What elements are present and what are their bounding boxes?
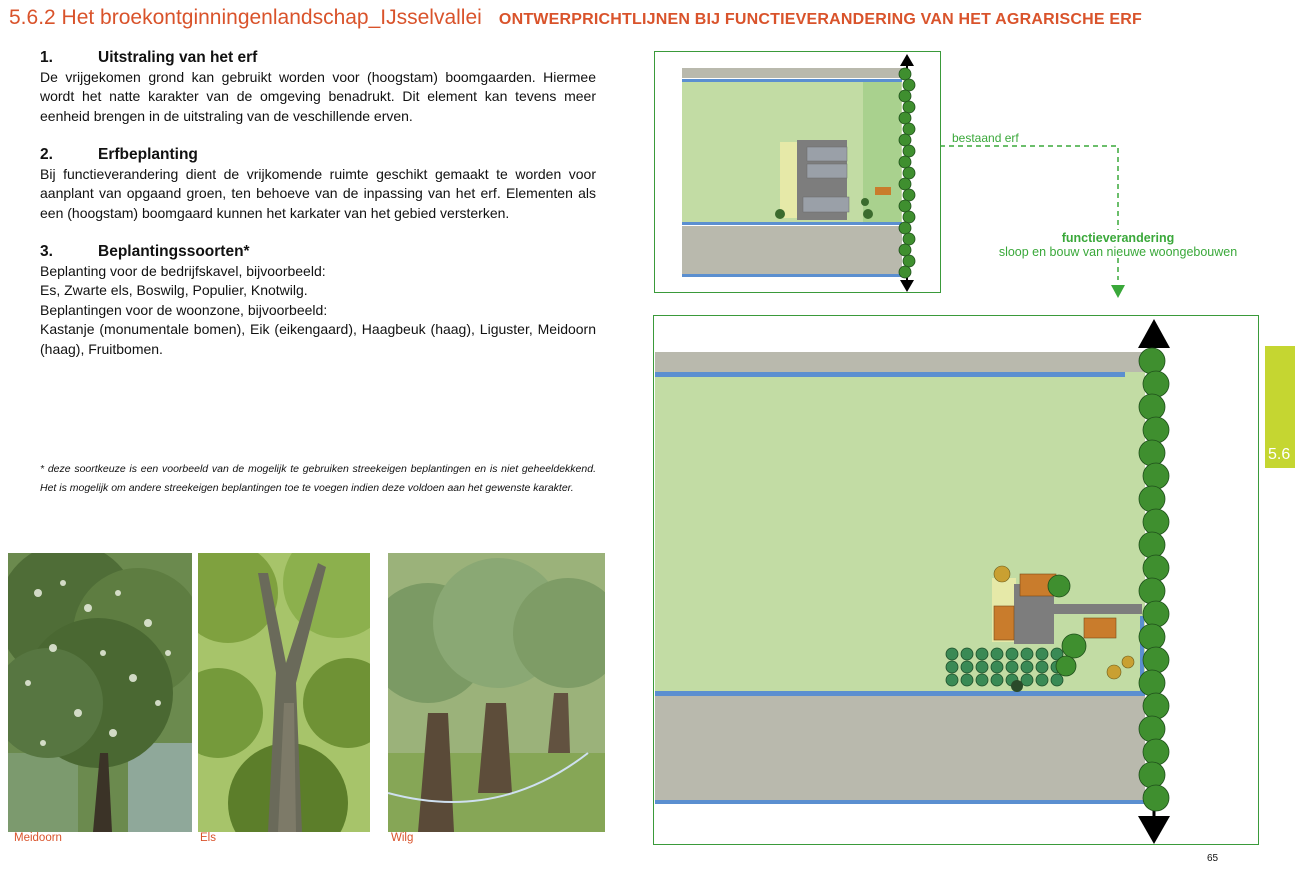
tree-icon — [903, 167, 915, 179]
tree-icon — [1139, 486, 1165, 512]
section-body: Bij functieverandering dient de vrijkomende ruimte geschikt gemaakt te worden voor aanplant van opgaand groen, ten behoeve van de inpassing van het erf. Elementen als een (hoogstam) boomgaard kunnen het karkater van het gebied versterken. — [40, 165, 596, 221]
section-line: Beplantingen voor de woonzone, bijvoorbeeld: — [40, 301, 328, 318]
orchard-tree-icon — [1036, 674, 1048, 686]
orchard-tree-icon — [976, 661, 988, 673]
tree-icon — [899, 112, 911, 124]
change-connector-arrow — [940, 140, 1140, 305]
orchard-tree-icon — [1021, 661, 1033, 673]
map-existing-situation — [654, 51, 941, 293]
tree-icon — [1139, 348, 1165, 374]
tree-icon — [899, 266, 911, 278]
tree-icon — [899, 68, 911, 80]
tree-icon — [903, 123, 915, 135]
tree-icon — [1139, 394, 1165, 420]
orchard-tree-icon — [1036, 648, 1048, 660]
section-line: Kastanje (monumentale bomen), Eik (eikengaard), Haagbeuk (haag), Liguster, Meidoorn (haag), Fruitbomen. — [40, 321, 596, 357]
tree-icon — [1143, 417, 1169, 443]
tree-icon — [899, 222, 911, 234]
chapter-tab — [1265, 346, 1295, 468]
tree-icon — [903, 211, 915, 223]
tree-icon — [1139, 762, 1165, 788]
tree-icon — [903, 255, 915, 267]
section-line: Es, Zwarte els, Boswilg, Populier, Knotwilg. — [40, 282, 308, 298]
page-subtitle: ONTWERPRICHTLIJNEN BIJ FUNCTIEVERANDERING VAN HET AGRARISCHE ERF — [498, 11, 1142, 28]
tree-icon — [903, 233, 915, 245]
label-existing-yard: bestaand erf — [952, 131, 1019, 145]
orchard-tree-icon — [991, 661, 1003, 673]
photo-els — [198, 553, 370, 832]
tree-icon — [903, 189, 915, 201]
orchard-tree-icon — [946, 648, 958, 660]
tree-icon — [903, 145, 915, 157]
section-number: 3. — [40, 243, 53, 260]
tree-icon — [1143, 371, 1169, 397]
section-heading: Erfbeplanting — [98, 146, 198, 163]
orchard-tree-icon — [1006, 661, 1018, 673]
section-number: 1. — [40, 49, 53, 66]
guidelines-text — [40, 48, 596, 378]
photo-meidoorn — [8, 553, 192, 832]
section-line: Beplanting voor de bedrijfskavel, bijvoorbeeld: — [40, 262, 326, 279]
tree-icon — [1143, 463, 1169, 489]
orchard-tree-icon — [1021, 648, 1033, 660]
tree-icon — [1143, 739, 1169, 765]
section-heading: Beplantingssoorten* — [98, 243, 250, 260]
tree-icon — [1139, 670, 1165, 696]
tree-icon — [1139, 578, 1165, 604]
orchard-tree-icon — [976, 648, 988, 660]
orchard-tree-icon — [1006, 648, 1018, 660]
orchard-tree-icon — [946, 674, 958, 686]
label-function-change: functieverandering — [1061, 231, 1175, 245]
page-title: 5.6.2 Het broekontginningenlandschap_IJsselvallei — [9, 6, 482, 29]
footnote: * deze soortkeuze is een voorbeeld van de mogelijk te gebruiken streekeigen beplantingen en is niet geheeldekkend. Het is mogelijk om andere streekeigen beplantingen toe te voegen indien deze voldoen aan het gewenste karakter. — [40, 463, 596, 494]
section-heading: Uitstraling van het erf — [98, 49, 258, 66]
map-new-situation — [653, 315, 1259, 845]
section-1 — [40, 48, 596, 126]
tree-icon — [1139, 624, 1165, 650]
tree-icon — [1143, 693, 1169, 719]
orchard-tree-icon — [976, 674, 988, 686]
tree-icon — [899, 178, 911, 190]
tree-icon — [1143, 785, 1169, 811]
tree-icon — [1139, 716, 1165, 742]
section-number: 2. — [40, 146, 53, 163]
tree-icon — [899, 134, 911, 146]
orchard-tree-icon — [961, 661, 973, 673]
orchard-tree-icon — [961, 674, 973, 686]
section-2 — [40, 145, 596, 223]
label-function-change-desc: sloop en bouw van nieuwe woongebouwen — [998, 245, 1238, 259]
section-3 — [40, 242, 596, 359]
tree-icon — [899, 90, 911, 102]
section-body: De vrijgekomen grond kan gebruikt worden voor (hoogstam) boomgaarden. Hiermee wordt het natte karakter van de omgeving benadrukt. Dit element kan tevens meer eenheid brengen in de uitstraling van de veschillende erven. — [40, 68, 596, 124]
tree-icon — [1143, 509, 1169, 535]
orchard-tree-icon — [961, 648, 973, 660]
orchard-tree-icon — [1036, 661, 1048, 673]
orchard-tree-icon — [991, 648, 1003, 660]
tree-icon — [1143, 647, 1169, 673]
photo-wilg — [388, 553, 605, 832]
photo-caption: Els — [200, 832, 216, 844]
tree-icon — [899, 156, 911, 168]
photo-caption: Wilg — [391, 832, 414, 844]
tree-icon — [1143, 601, 1169, 627]
tree-icon — [1143, 555, 1169, 581]
tree-icon — [903, 79, 915, 91]
tree-icon — [1139, 440, 1165, 466]
tree-icon — [1139, 532, 1165, 558]
photo-caption: Meidoorn — [14, 832, 62, 844]
page-number: 65 — [1207, 853, 1219, 864]
tree-icon — [903, 101, 915, 113]
orchard-tree-icon — [991, 674, 1003, 686]
tree-icon — [899, 200, 911, 212]
orchard-tree-icon — [1051, 674, 1063, 686]
chapter-tab-label: 5.6 — [1268, 446, 1291, 463]
orchard-tree-icon — [1021, 674, 1033, 686]
orchard-tree-icon — [946, 661, 958, 673]
page-header — [9, 6, 1142, 30]
tree-icon — [899, 244, 911, 256]
